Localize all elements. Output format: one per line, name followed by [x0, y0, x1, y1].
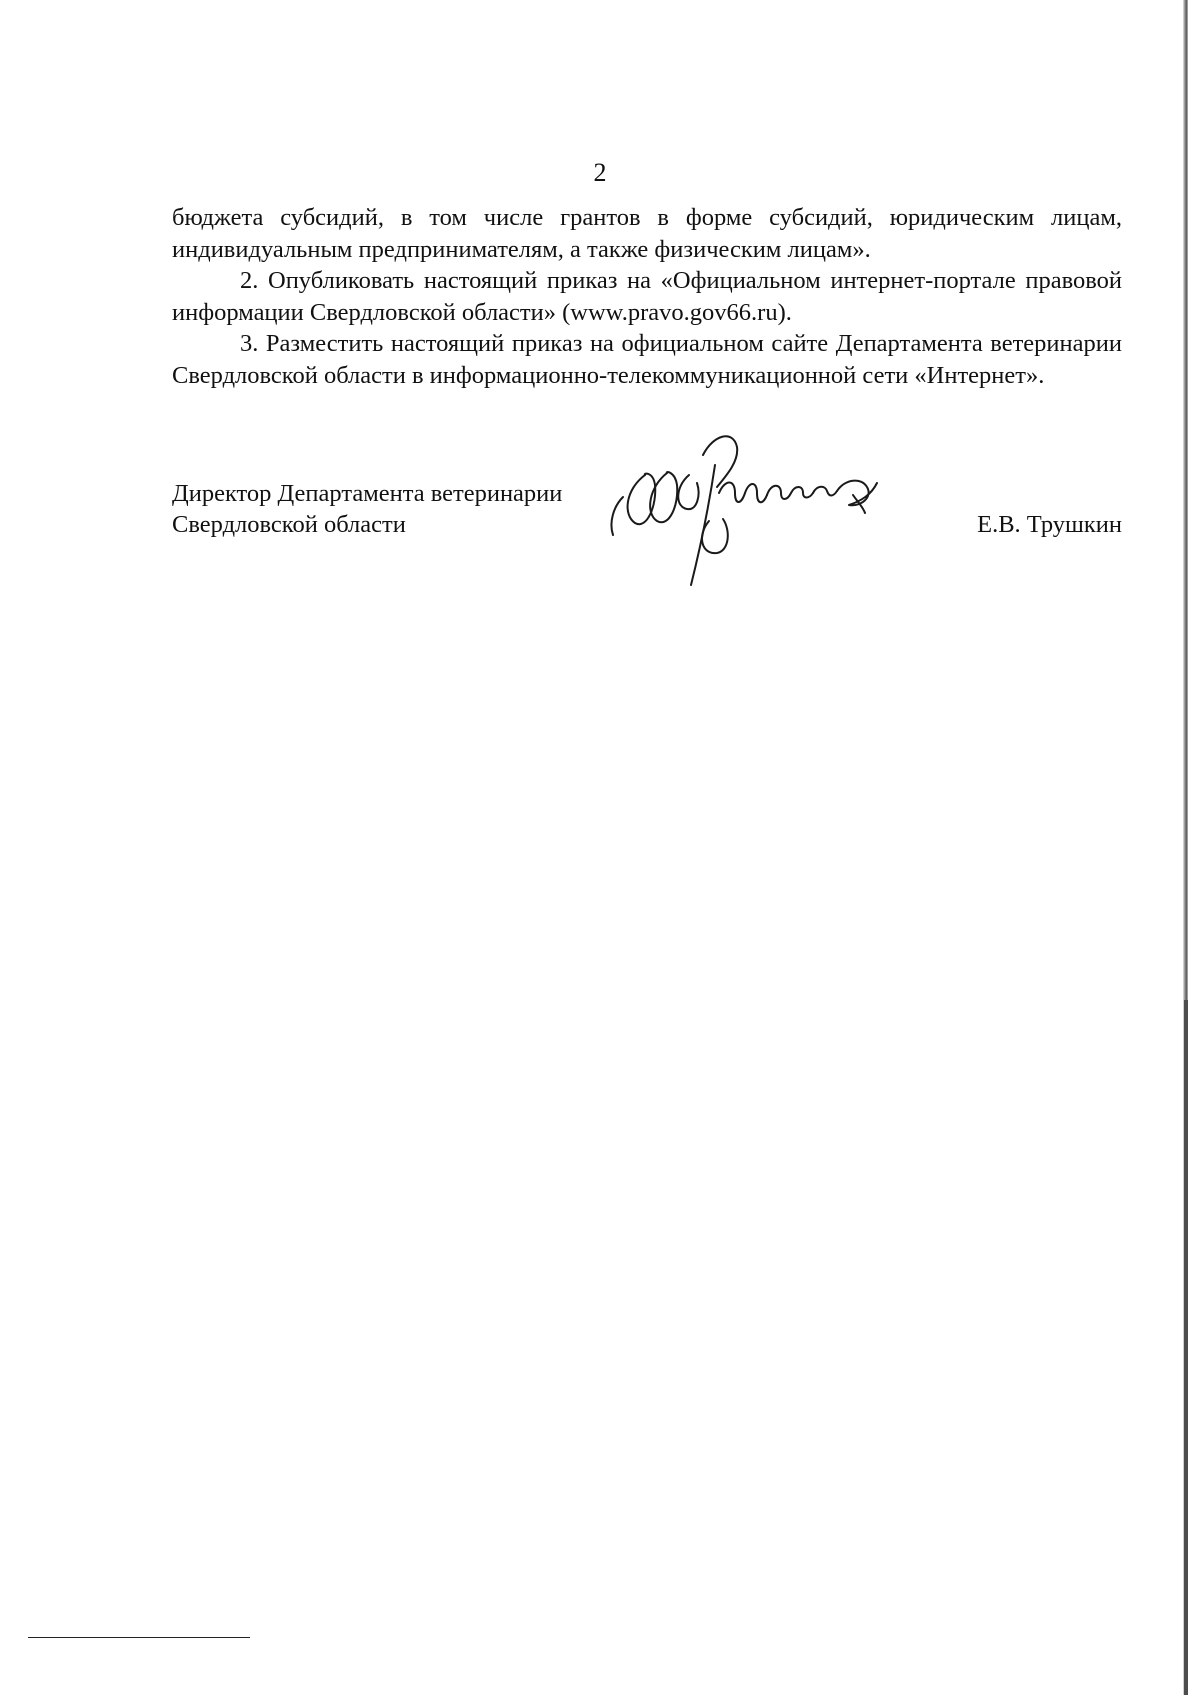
signatory-position-line-2: Свердловской области	[172, 511, 406, 538]
paragraph-continuation: бюджета субсидий, в том числе грантов в форме субсидий, юридическим лицам, индивидуальным предпринимателям, а также физическим лицам».	[172, 204, 1122, 263]
paragraph-item-3: 3. Разместить настоящий приказ на официальном сайте Департамента ветеринарии Свердловской области в информационно-телекоммуникационной сети «Интернет».	[172, 330, 1122, 389]
footer-rule	[28, 1637, 250, 1638]
signatory-name: Е.В. Трушкин	[977, 511, 1122, 538]
paragraph-item-2: 2. Опубликовать настоящий приказ на «Официальном интернет-портале правовой информации Свердловской области» (www.pravo.gov66.ru).	[172, 267, 1122, 326]
document-body	[172, 202, 1122, 391]
scan-edge-dark	[1184, 1000, 1188, 1695]
signatory-position-line-1: Директор Департамента ветеринарии	[172, 480, 563, 507]
handwritten-signature	[605, 435, 895, 595]
signatory-position	[172, 478, 632, 540]
page-number: 2	[593, 158, 607, 187]
